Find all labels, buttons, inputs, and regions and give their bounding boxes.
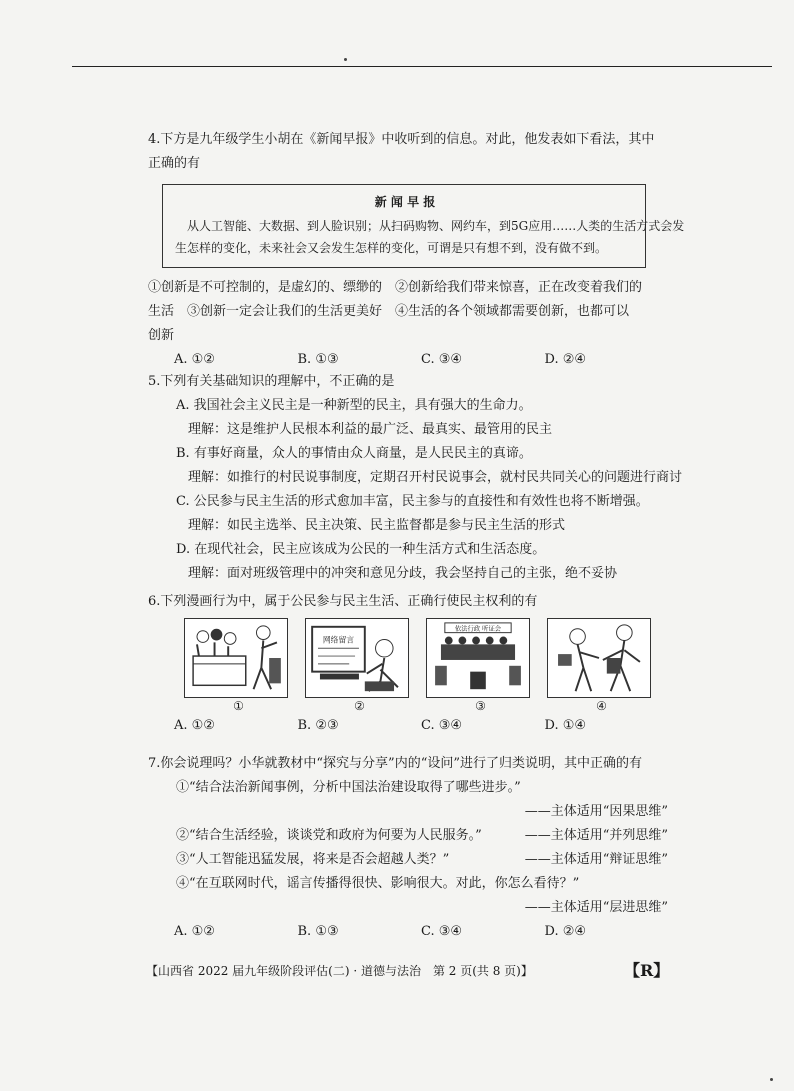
q4-views-line-1: ①创新是不可控制的，是虚幻的、缥缈的 ②创新给我们带来惊喜，正在改变着我们的 bbox=[148, 280, 643, 295]
q7-row-3 bbox=[148, 848, 668, 872]
q4-views-line-3: 创新 bbox=[148, 328, 175, 343]
comic-row bbox=[148, 618, 668, 714]
q5-item-a: A. 我国社会主义民主是一种新型的民主，具有强大的生命力。 bbox=[176, 398, 532, 413]
q4-stem-line-1: 4.下方是九年级学生小胡在《新闻早报》中收听到的信息。对此，他发表如下看法，其中 bbox=[148, 132, 655, 147]
comic-4-drawing bbox=[548, 619, 650, 697]
comic-1-label: ① bbox=[233, 699, 244, 713]
comic-3-image bbox=[426, 618, 530, 698]
question-6 bbox=[148, 590, 668, 738]
comic-2-label: ② bbox=[354, 699, 365, 713]
question-7 bbox=[148, 752, 668, 944]
comic-3-drawing bbox=[427, 619, 529, 697]
q7-note-2: ——主体适用“并列思维” bbox=[524, 828, 668, 843]
comic-4-wrap bbox=[547, 618, 656, 714]
scan-speck bbox=[344, 58, 347, 61]
q6-options bbox=[148, 714, 668, 738]
news-title: 新 闻 早 报 bbox=[374, 195, 436, 209]
question-5 bbox=[148, 370, 683, 586]
q4-options bbox=[148, 348, 668, 372]
q5-item-b: B. 有事好商量，众人的事情由众人商量，是人民民主的真谛。 bbox=[176, 446, 532, 461]
comic-1-drawing bbox=[185, 619, 287, 697]
q7-note-1: ——主体适用“因果思维” bbox=[524, 804, 668, 819]
q7-note-4: ——主体适用“层进思维” bbox=[524, 900, 668, 915]
q7-options bbox=[148, 920, 668, 944]
news-body-line-1: 从人工智能、大数据、到人脸识别；从扫码购物、网约车，到5G应用……人类的生活方式会发 bbox=[187, 219, 685, 233]
q5-stem: 5.下列有关基础知识的理解中，不正确的是 bbox=[148, 374, 395, 389]
q5-note-c: 理解：如民主选举、民主决策、民主监督都是参与民主生活的形式 bbox=[188, 518, 566, 533]
scan-speck bbox=[770, 1078, 773, 1081]
footer-mark: 【R】 bbox=[624, 961, 670, 980]
q7-option-a[interactable]: A. ①② bbox=[174, 924, 215, 939]
comic-1-wrap bbox=[184, 618, 293, 714]
q4-option-a[interactable]: A. ①② bbox=[174, 352, 215, 367]
q7-item-1: ①“结合法治新闻事例，分析中国法治建设取得了哪些进步。” bbox=[176, 780, 521, 795]
q6-option-c[interactable]: C. ③④ bbox=[421, 718, 463, 733]
top-rule bbox=[72, 66, 772, 67]
question-4 bbox=[148, 128, 685, 372]
q4-option-b[interactable]: B. ①③ bbox=[297, 352, 339, 367]
comic-4-image bbox=[547, 618, 651, 698]
q6-option-d[interactable]: D. ①④ bbox=[544, 718, 587, 733]
q7-item-2: ②“结合生活经验，谈谈党和政府为何要为人民服务。” bbox=[176, 828, 482, 843]
comic-2-sign: 网络留言 bbox=[322, 635, 355, 645]
comic-3-label: ③ bbox=[475, 699, 486, 713]
comic-2-drawing bbox=[306, 619, 408, 697]
comic-3-wrap bbox=[426, 618, 535, 714]
comic-4-label: ④ bbox=[596, 699, 607, 713]
news-box bbox=[162, 184, 685, 268]
q7-row-2 bbox=[148, 824, 668, 848]
q7-option-b[interactable]: B. ①③ bbox=[297, 924, 339, 939]
q5-note-b: 理解：如推行的村民说事制度，定期召开村民说事会，就村民共同关心的问题进行商讨 bbox=[188, 470, 683, 485]
q7-stem: 7.你会说理吗？小华就教材中“探究与分享”内的“设问”进行了归类说明，其中正确的有 bbox=[148, 756, 642, 771]
q7-item-3: ③“人工智能迅猛发展，将来是否会超越人类？” bbox=[176, 852, 450, 867]
q6-option-b[interactable]: B. ②③ bbox=[297, 718, 339, 733]
q4-stem-line-2: 正确的有 bbox=[148, 156, 201, 171]
news-body-line-2: 生怎样的变化，未来社会又会发生怎样的变化，可谓是只有想不到，没有做不到。 bbox=[175, 241, 608, 255]
q4-option-c[interactable]: C. ③④ bbox=[421, 352, 463, 367]
q7-note-3: ——主体适用“辩证思维” bbox=[524, 852, 668, 867]
q4-option-d[interactable]: D. ②④ bbox=[544, 352, 587, 367]
q6-option-a[interactable]: A. ①② bbox=[174, 718, 215, 733]
comic-1-image bbox=[184, 618, 288, 698]
page-footer: 【山西省 2022 届九年级阶段评估(二) · 道德与法治 第 2 页(共 8 页)】 bbox=[146, 964, 533, 978]
q5-item-c: C. 公民参与民主生活的形式愈加丰富，民主参与的直接性和有效性也将不断增强。 bbox=[176, 494, 649, 509]
q7-option-c[interactable]: C. ③④ bbox=[421, 924, 463, 939]
q4-views-line-2: 生活 ③创新一定会让我们的生活更美好 ④生活的各个领域都需要创新，也都可以 bbox=[148, 304, 630, 319]
q6-stem: 6.下列漫画行为中，属于公民参与民主生活、正确行使民主权利的有 bbox=[148, 594, 538, 609]
comic-2-wrap bbox=[305, 618, 414, 714]
q5-note-d: 理解：面对班级管理中的冲突和意见分歧，我会坚持自己的主张，绝不妥协 bbox=[188, 566, 618, 581]
q5-item-d: D. 在现代社会，民主应该成为公民的一种生活方式和生活态度。 bbox=[176, 542, 546, 557]
comic-3-banner: 依法行政 听证会 bbox=[454, 625, 502, 633]
comic-2-image bbox=[305, 618, 409, 698]
q7-option-d[interactable]: D. ②④ bbox=[544, 924, 587, 939]
q5-note-a: 理解：这是维护人民根本利益的最广泛、最真实、最管用的民主 bbox=[188, 422, 553, 437]
q7-item-4: ④“在互联网时代，谣言传播得很快、影响很大。对此，你怎么看待？” bbox=[176, 876, 580, 891]
